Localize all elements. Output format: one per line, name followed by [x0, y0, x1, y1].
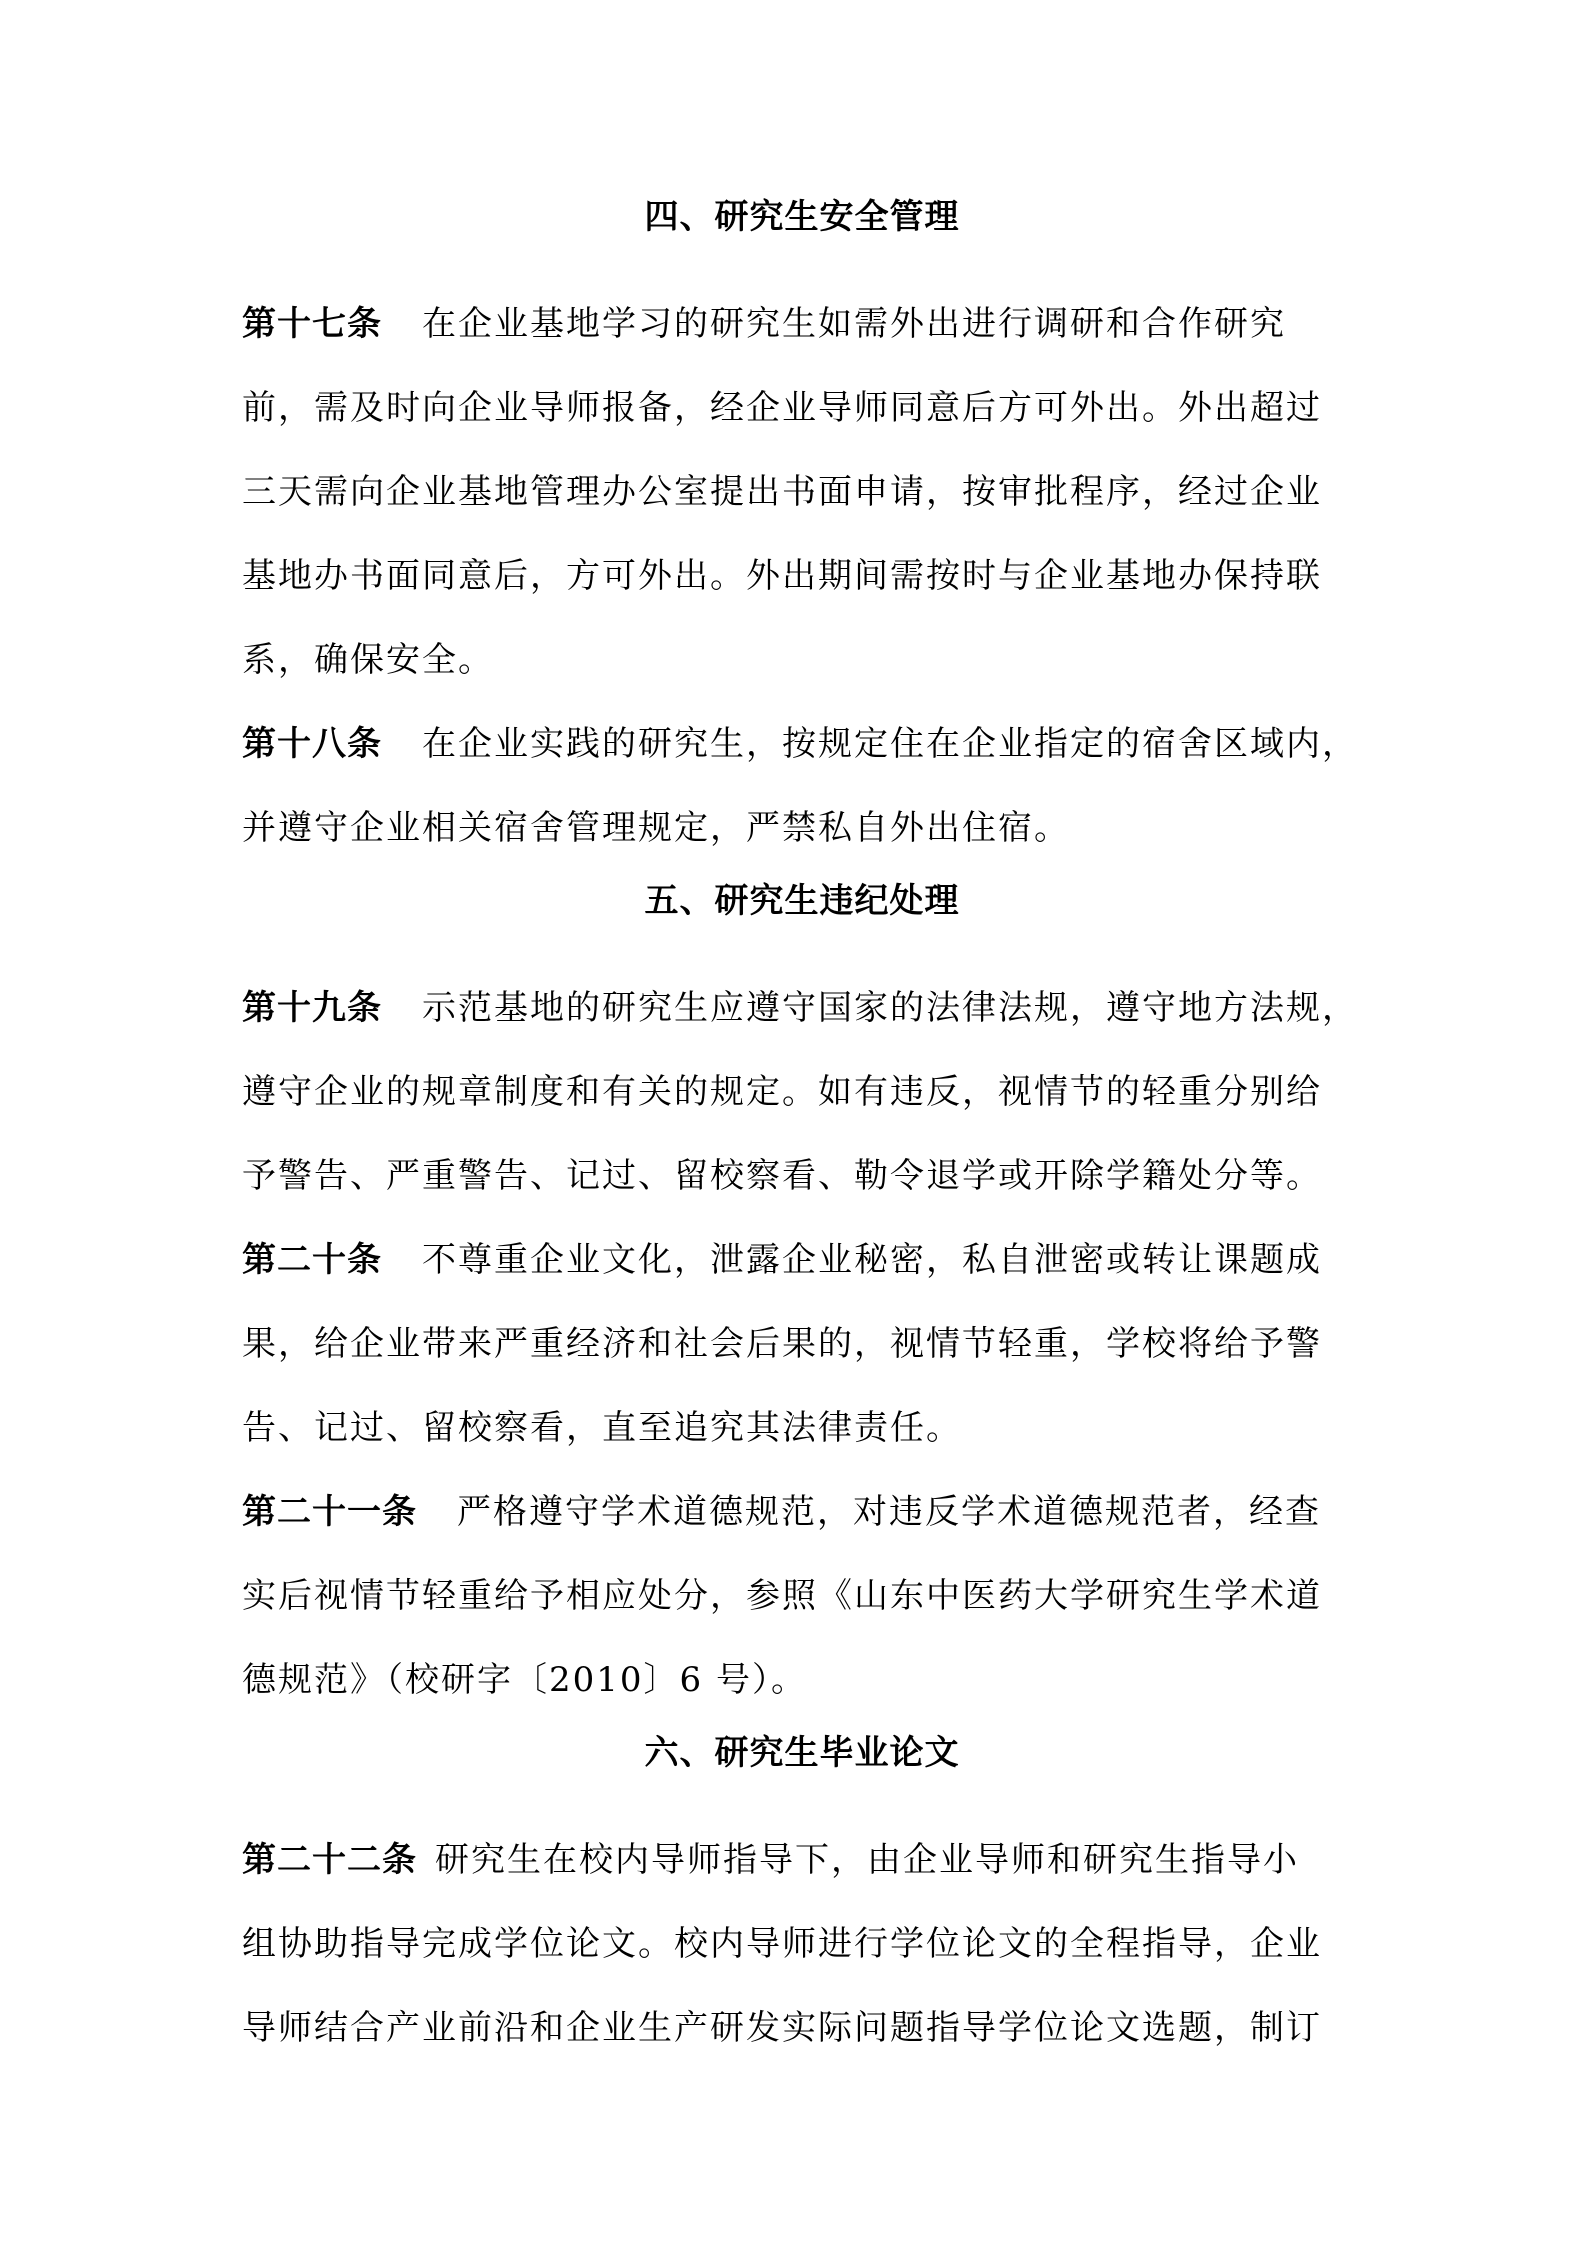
section-heading: 四、研究生安全管理 — [644, 197, 960, 237]
article-number: 第十九条 — [242, 988, 382, 1028]
article-number: 第十七条 — [242, 304, 382, 344]
article-text: 示范基地的研究生应遵守国家的法律法规，遵守地方法规， — [422, 988, 1358, 1028]
article-text: 组协助指导完成学位论文。校内导师进行学位论文的全程指导，企业 — [242, 1924, 1322, 1964]
article-text: 严格遵守学术道德规范，对违反学术道德规范者，经查 — [457, 1492, 1321, 1532]
article-text: 果，给企业带来严重经济和社会后果的，视情节轻重，学校将给予警 — [242, 1324, 1322, 1364]
article-text: 前，需及时向企业导师报备，经企业导师同意后方可外出。外出超过 — [242, 388, 1322, 428]
article-text: 系，确保安全。 — [242, 640, 494, 680]
article-21 — [242, 1470, 1362, 1722]
article-number: 第十八条 — [242, 724, 382, 764]
article-text: 予警告、严重警告、记过、留校察看、勒令退学或开除学籍处分等。 — [242, 1156, 1322, 1196]
article-text: 告、记过、留校察看，直至追究其法律责任。 — [242, 1408, 962, 1448]
article-text: 并遵守企业相关宿舍管理规定，严禁私自外出住宿。 — [242, 808, 1070, 848]
article-text: 三天需向企业基地管理办公室提出书面申请，按审批程序，经过企业 — [242, 472, 1322, 512]
article-text: 在企业基地学习的研究生如需外出进行调研和合作研究 — [422, 304, 1286, 344]
article-number: 第二十一条 — [242, 1492, 417, 1532]
article-number: 第二十条 — [242, 1240, 382, 1280]
section-heading: 五、研究生违纪处理 — [644, 881, 960, 921]
article-text: 导师结合产业前沿和企业生产研发实际问题指导学位论文选题，制订 — [242, 2008, 1322, 2048]
article-text: 研究生在校内导师指导下，由企业导师和研究生指导小 — [435, 1840, 1299, 1880]
article-number: 第二十二条 — [242, 1840, 417, 1880]
article-17 — [242, 282, 1362, 702]
article-18 — [242, 702, 1362, 870]
article-text: 实后视情节轻重给予相应处分，参照《山东中医药大学研究生学术道 — [242, 1576, 1322, 1616]
article-20 — [242, 1218, 1362, 1470]
article-19 — [242, 966, 1362, 1218]
article-22 — [242, 1818, 1362, 2070]
document-page — [242, 198, 1362, 2070]
article-text: 不尊重企业文化，泄露企业秘密，私自泄密或转让课题成 — [422, 1240, 1322, 1280]
article-text: 基地办书面同意后，方可外出。外出期间需按时与企业基地办保持联 — [242, 556, 1322, 596]
section-heading: 六、研究生毕业论文 — [644, 1733, 960, 1773]
article-text: 遵守企业的规章制度和有关的规定。如有违反，视情节的轻重分别给 — [242, 1072, 1322, 1112]
article-text: 在企业实践的研究生，按规定住在企业指定的宿舍区域内， — [422, 724, 1358, 764]
article-text: 德规范》（校研字〔2010〕6 号）。 — [242, 1660, 807, 1700]
